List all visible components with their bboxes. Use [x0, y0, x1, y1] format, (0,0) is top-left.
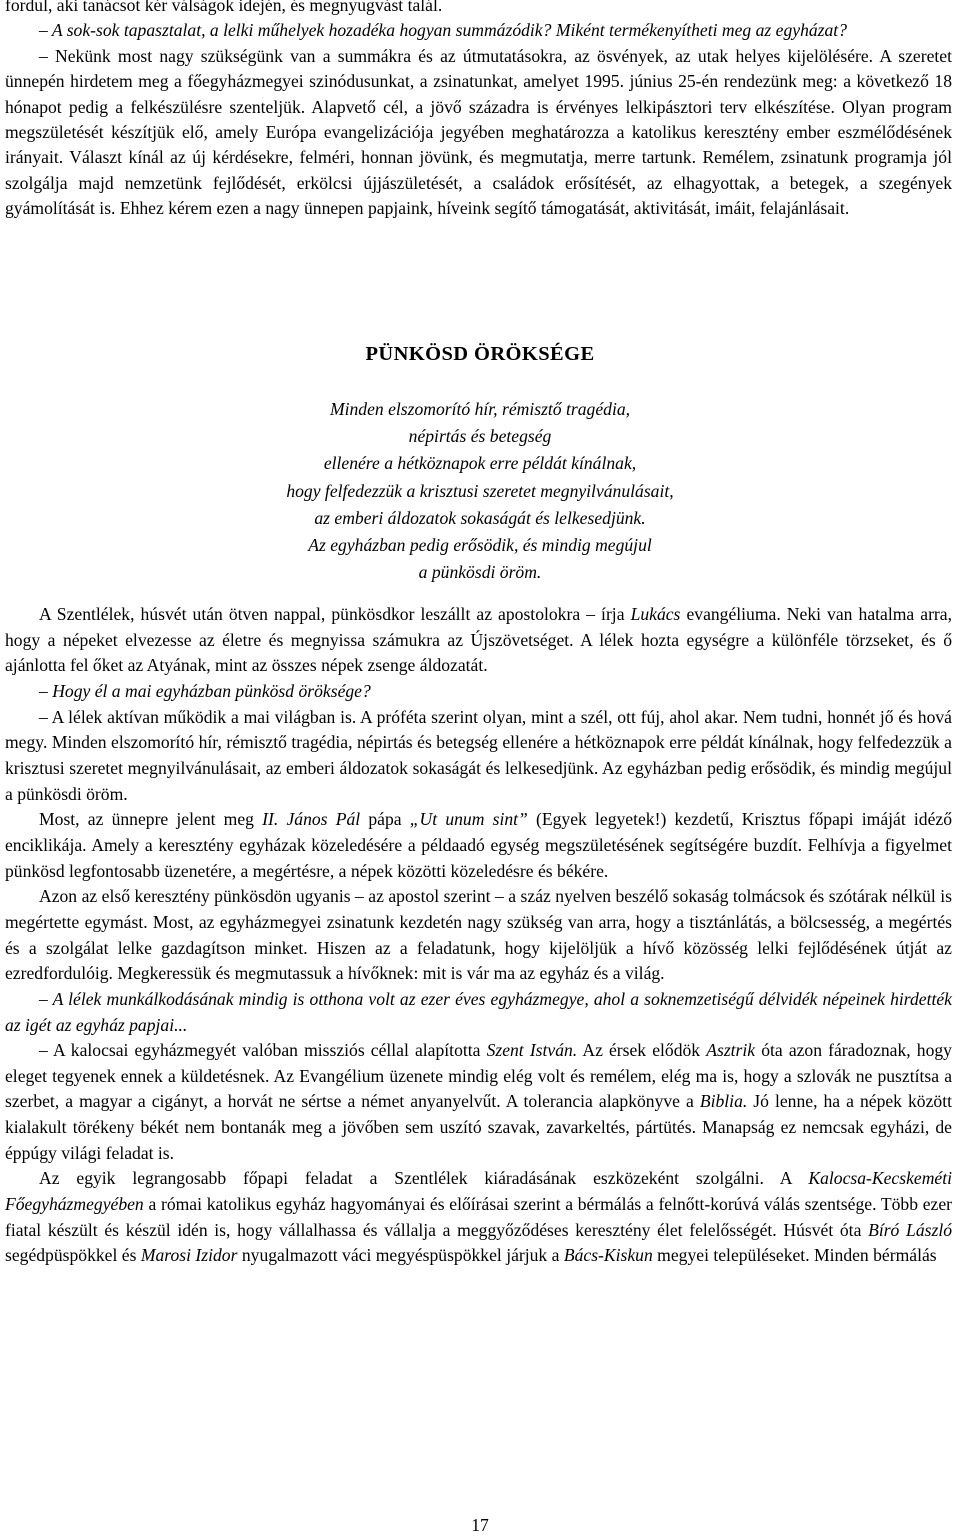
section-title: PÜNKÖSD ÖRÖKSÉGE [365, 343, 595, 365]
text-run: A Szentlélek, húsvét után ötven nappal, pünkösdkor leszállt az apostolokra – írja [39, 604, 631, 624]
poem-line: népirtás és betegség [408, 426, 552, 447]
body-paragraph [5, 807, 952, 884]
body-paragraph [5, 602, 952, 679]
italic-name: Lukács [630, 604, 681, 624]
italic-name: Kalocsa-Kecskeméti Főegyházmegyében [5, 1168, 952, 1215]
italic-title: „Ut unum sint” [409, 809, 528, 830]
body-paragraph: Azon az első keresztény pünkösdön ugyanis – az apostol szerint – a száz nyelven beszélő sokaság tolmácsok és szótárak nélkül is megértette egymást. Most, az egyházmegyei zsinatunk kezdetén nagy szükség van arra, hogy a tisztánlátás, a bölcsesség, a megértés és a szolgálat lelke gazdagítson minket. Hiszen az a feladatunk, hogy kijelöljük a hívő közösség lelki fejlődésének útját az ezredfordulóig. Megkeressük és megmutassuk a hívőknek: mit is vár ma az egyház és a világ. [5, 886, 952, 984]
poem-line: az emberi áldozatok sokaságát és lelkesedjünk. [314, 507, 646, 528]
italic-name: II. János Pál [262, 809, 361, 830]
interview-answer: – A lélek aktívan működik a mai világban is. A próféta szerint olyan, mint a szél, ott fúj, ahol akar. Nem tudni, honnét jő és hová megy. Minden elszomorító hír, rémisztő tragédia, népirtás és betegség ellenére a hétköznapok erre példát kínálnak, hogy felfedezzük a krisztusi szeretet megnyilvánulásait, az emberi áldozatok sokaságát és lelkesedjünk. Az egyházban pedig erősödik, és mindig megújul a pünkösdi öröm. [5, 706, 952, 804]
interview-answer [5, 1038, 952, 1166]
interview-answer: – Nekünk most nagy szükségünk van a summákra és az útmutatásokra, az ösvények, az utak helyes kijelölésére. A szeretet ünnepén hirdetem meg a főegyházmegyei szinódusunkat, a zsinatunkat, amelyet 1995. június 25-én rendezünk meg: a következő 18 hónapot pedig a felkészülésre szenteljük. Alapvető cél, a jövő századra is érvényes lelkipásztori terv elkészítése. Olyan program megszületését készítjük elő, amely Európa evangelizációja jegyében meghatározza a katolikus keresztény ember eszmélődésének irányait. Választ kínál az új kérdésekre, felméri, honnan jövünk, és megmutatja, merre tartunk. Remélem, zsinatunk programja jól szolgálja majd nemzetünk fejlődését, erkölcsi újjászületését, a családok erősítését, az elhagyottak, a betegek, a szegények gyámolítását is. Ehhez kérem ezen a nagy ünnepen papjaink, híveink segítő támogatását, aktivitását, imáit, felajánlásait. [5, 45, 952, 219]
paragraph-continuation: fordul, aki tanácsot kér válságok idején, és megnyugvást talál. [5, 0, 443, 15]
poem-line: Minden elszomorító hír, rémisztő tragédia, [329, 399, 631, 419]
text-run: megyei településeket. Minden bérmálás [652, 1245, 937, 1266]
text-run: a római katolikus egyház hagyományai és előírásai szerint a bérmálás a felnőtt-korúvá válás szentsége. Több ezer fiatal készült és készül idén is, hogy vállalhassa és vállalja a meggyőződéses keresztény élet felelősségét. Húsvét óta [5, 1194, 952, 1240]
poem-line: Az egyházban pedig erősödik, és mindig megújul [308, 535, 652, 556]
poem-block [0, 396, 960, 586]
interview-question [5, 679, 952, 705]
italic-name: Asztrik [706, 1040, 756, 1061]
question-text: – A lélek munkálkodásának mindig is otthona volt az ezer éves egyházmegye, ahol a soknemzetiségű délvidék népeinek hirdették az igét az egyház papjai... [5, 988, 952, 1035]
poem-line: a pünkösdi öröm. [418, 562, 542, 583]
text-run: Jó lenne, ha a népek között kialakult törékeny békét nem bontanák meg a jövőben sem uszító szavak, zavarkeltés, pártütés. Manapság ez nemcsak egyházi, de éppúgy világi feladat is. [5, 1091, 952, 1163]
text-run: óta azon fáradoznak, hogy eleget tegyenek ennek a küldetésnek. Az Evangélium üzenete mindig elég volt és remélem, elég ma is, hogy a szlovák ne pusztítsa a szerbet, a magyar a cigányt, a horvát ne sértse a német anyanyelvűt. A tolerancia alapkönyve a [5, 1040, 952, 1112]
italic-name: Szent István. [486, 1040, 578, 1061]
italic-name: Biblia. [699, 1091, 748, 1112]
poem-line: ellenére a hétköznapok erre példát kínálnak, [323, 453, 637, 474]
poem-line: hogy felfedezzük a krisztusi szeretet megnyilvánulásait, [286, 480, 674, 501]
page-number: 17 [471, 1515, 489, 1535]
text-run: evangéliuma. Neki van hatalma arra, hogy a népeket elvezesse az életre és megnyissa számukra az Újszövetséget. A lélek hozta egységre a különféle törzseket, és ő ajánlotta fel őket az Atyának, mint az összes népek zsenge áldozatát. [5, 604, 952, 676]
interview-question [5, 18, 952, 43]
question-text: Hogy él a mai egyházban pünkösd öröksége? [52, 680, 371, 701]
body-paragraph [5, 1166, 952, 1269]
interview-question [5, 987, 952, 1038]
text-run: Az érsek elődök [577, 1040, 707, 1061]
body-text-block [5, 602, 952, 1269]
text-run: nyugalmazott váci megyéspüspökkel járjuk a [237, 1245, 564, 1266]
italic-name: Marosi Izidor [140, 1245, 238, 1266]
text-run: Az egyik legrangosabb főpapi feladat a Szentlélek kiáradásának eszközeként szolgálni. A [39, 1168, 809, 1189]
question-text: – A sok-sok tapasztalat, a lelki műhelyek hozadéka hogyan summázódik? Miként termékenyítheti meg az egyházat? [39, 20, 847, 41]
text-run: Most, az ünnepre jelent meg [39, 809, 263, 830]
text-run: – A kalocsai egyházmegyét valóban missziós céllal alapította [39, 1040, 487, 1061]
text-run: segédpüspökkel és [5, 1245, 141, 1266]
top-text-block [5, 0, 952, 222]
dash: – [39, 680, 53, 701]
italic-name: Bács-Kiskun [563, 1245, 653, 1266]
text-run: (Egyek legyetek!) kezdetű, Krisztus főpapi imáját idéző enciklikája. Amely a keresztény egyházak közeledésére a példaadó egység megszületésének segítségére buzdít. Felhívja a figyelmet pünkösd legfontosabb üzenetére, a megértésre, a népek közötti közeledésre és békére. [5, 809, 952, 881]
italic-name: Bíró László [868, 1219, 953, 1240]
text-run: pápa [360, 809, 410, 830]
